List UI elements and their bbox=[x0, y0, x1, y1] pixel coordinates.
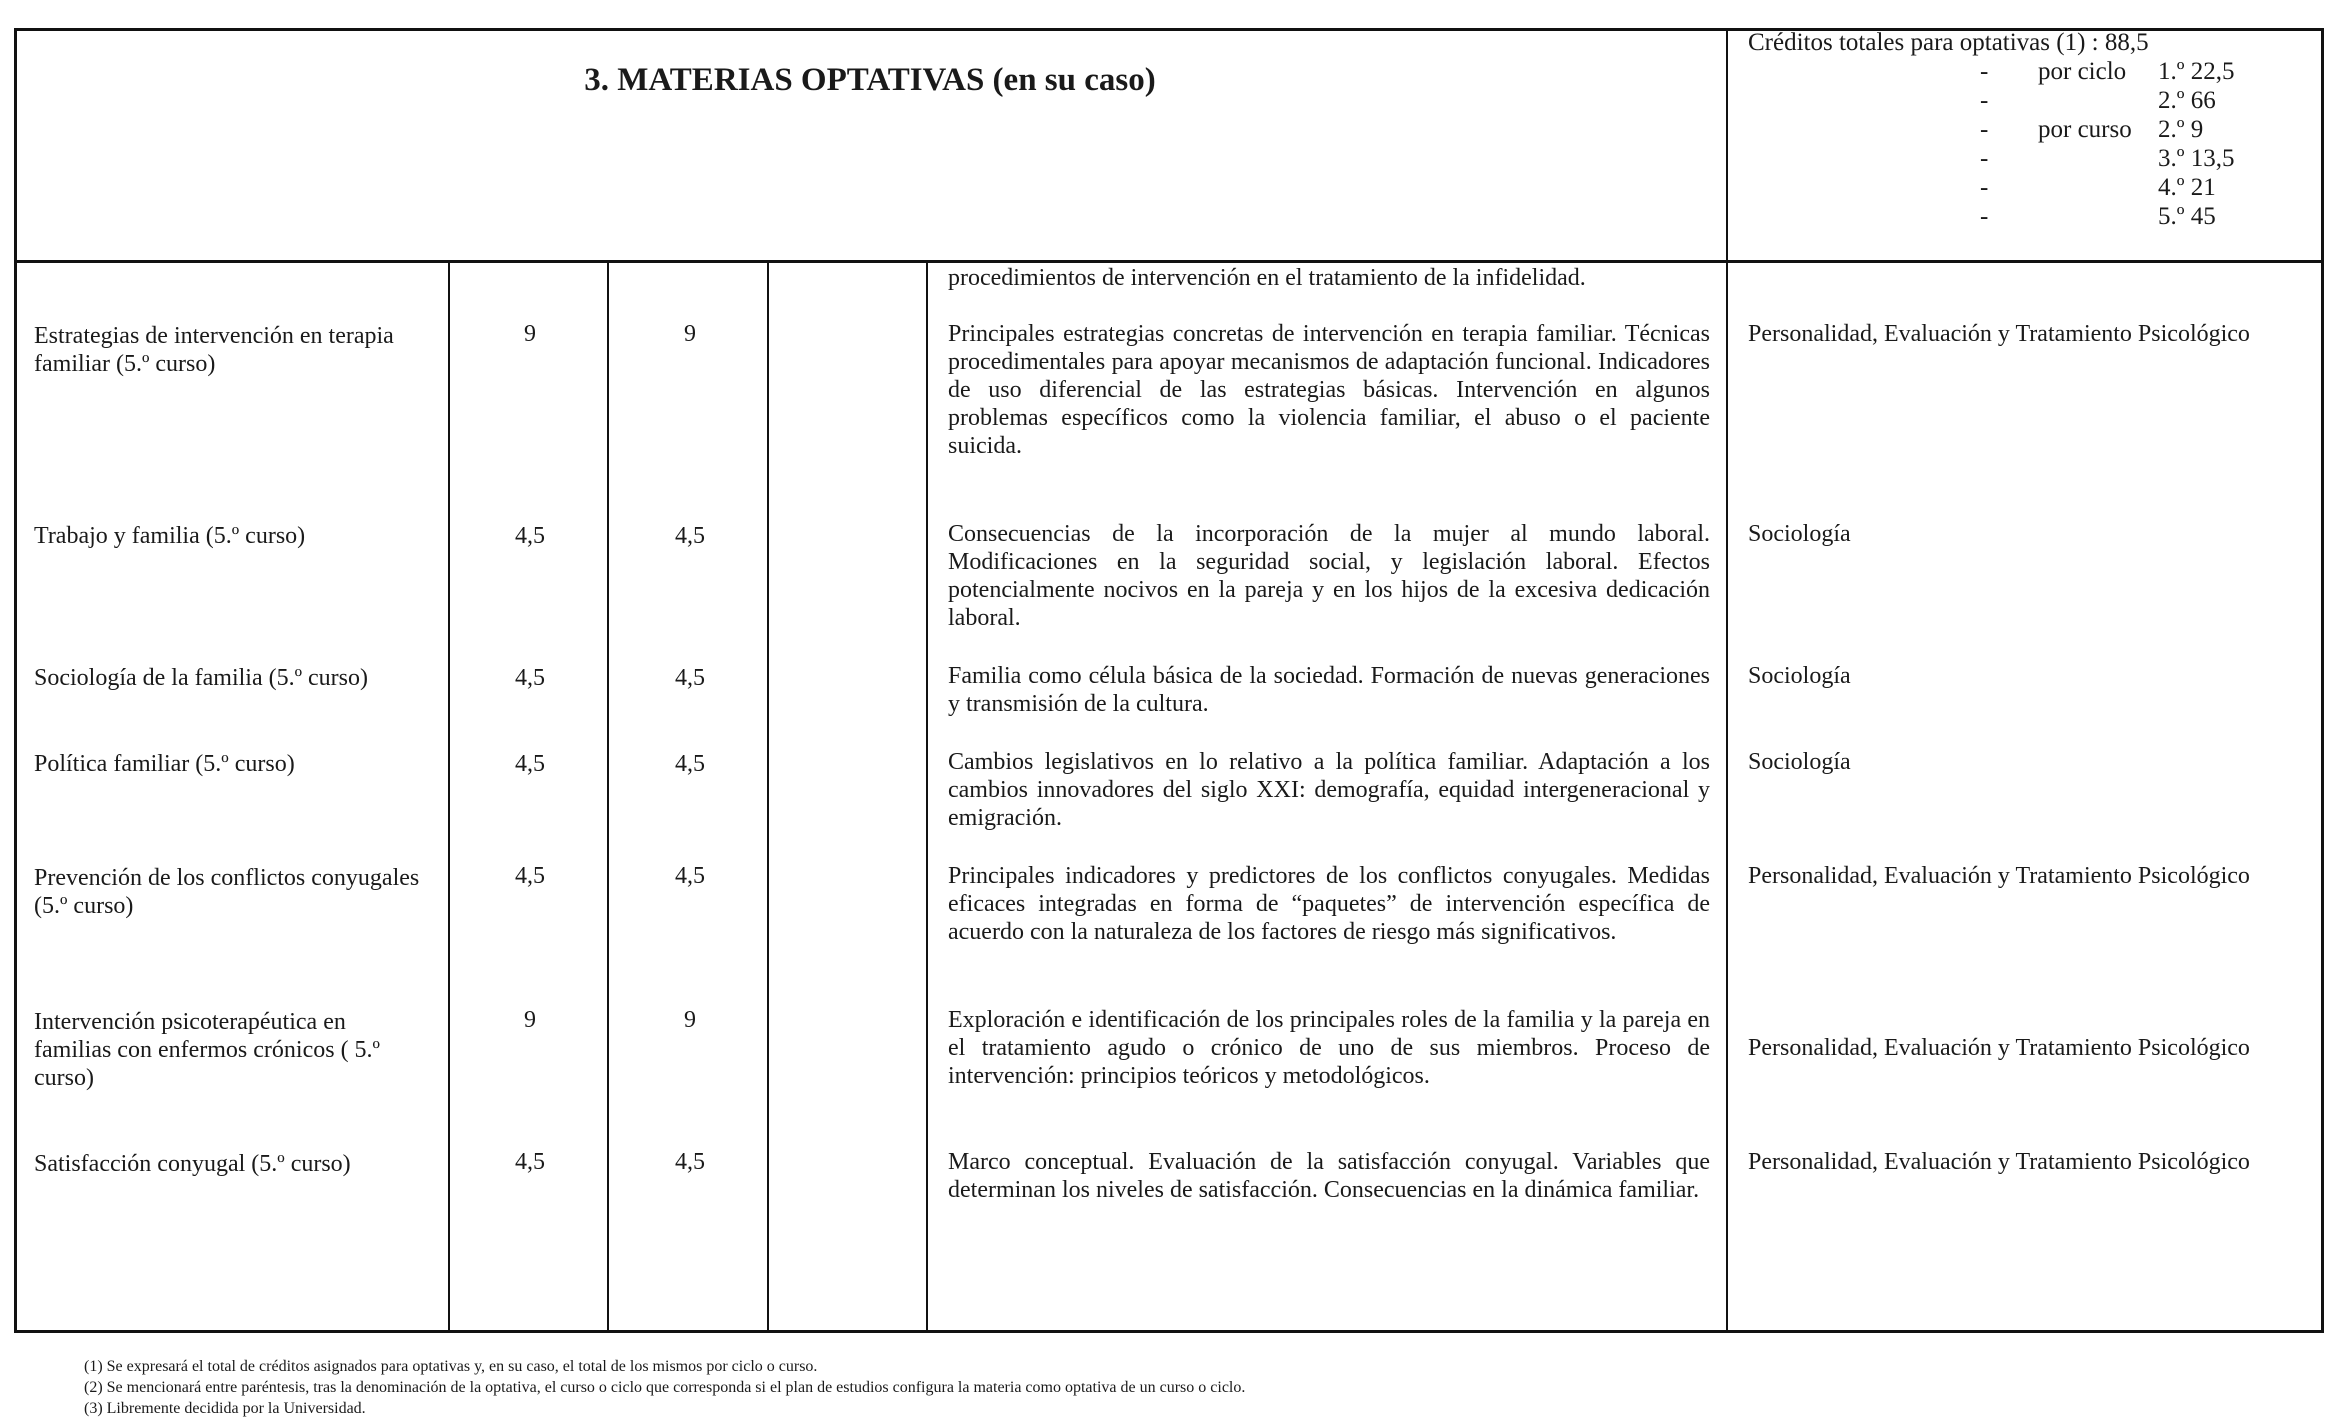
subject-description: Principales estrategias concretas de intervención en terapia familiar. Técnicas procedimentales para apoyar mecanismos de adaptación funcional. Indicadores de uso diferencial de las estrategias básicas. Intervención en algunos problemas específicos como la violencia familiar, el abuso o el paciente suicida. bbox=[948, 321, 1710, 459]
credits-theory: 9 bbox=[684, 1007, 696, 1033]
subject-description: Exploración e identificación de los principales roles de la familia y la pareja en el tratamiento agudo o crónico de uno de sus miembros. Proceso de intervención: principios teóricos y metodológicos. bbox=[948, 1007, 1710, 1089]
continuation-text: procedimientos de intervención en el tratamiento de la infidelidad. bbox=[948, 265, 1586, 291]
credits-total: 9 bbox=[524, 321, 536, 347]
credits-total: 4,5 bbox=[515, 1149, 545, 1175]
subject-name: Satisfacción conyugal (5.º curso) bbox=[34, 1151, 351, 1177]
credits-theory: 4,5 bbox=[675, 665, 705, 691]
subject-description: Cambios legislativos en lo relativo a la política familiar. Adaptación a los cambios innovadores del siglo XXI: demografía, equidad intergeneracional y emigración. bbox=[948, 749, 1710, 831]
credits-theory: 9 bbox=[684, 321, 696, 347]
credits-total: 4,5 bbox=[515, 665, 545, 691]
column-divider-area bbox=[1726, 28, 1728, 1333]
footnote-1: (1) Se expresará el total de créditos asignados para optativas y, en su caso, el total de los mismos por ciclo o curso. bbox=[84, 1358, 818, 1375]
subject-description: Marco conceptual. Evaluación de la satisfacción conyugal. Variables que determinan los niveles de satisfacción. Consecuencias en la dinámica familiar. bbox=[948, 1149, 1710, 1203]
credits-total: 4,5 bbox=[515, 863, 545, 889]
credits-total: 4,5 bbox=[515, 523, 545, 549]
subject-name: Política familiar (5.º curso) bbox=[34, 751, 295, 777]
subject-name: Trabajo y familia (5.º curso) bbox=[34, 523, 306, 549]
credits-row: - 4.º 21 bbox=[1980, 174, 2216, 201]
footnotes bbox=[84, 1356, 1245, 1419]
credits-total: 4,5 bbox=[515, 751, 545, 777]
credits-heading: Créditos totales para optativas (1) : 88,5 bbox=[1748, 29, 2149, 56]
knowledge-area: Sociología bbox=[1748, 663, 1851, 689]
credits-row: - 2.º 66 bbox=[1980, 87, 2216, 114]
knowledge-area: Sociología bbox=[1748, 521, 1851, 547]
credits-theory: 4,5 bbox=[675, 523, 705, 549]
column-divider-4 bbox=[926, 262, 928, 1333]
credits-theory: 4,5 bbox=[675, 863, 705, 889]
subject-description: Principales indicadores y predictores de los conflictos conyugales. Medidas eficaces integradas en forma de “paquetes” de intervención específica de acuerdo con la naturaleza de los factores de riesgo más significativos. bbox=[948, 863, 1710, 945]
knowledge-area: Sociología bbox=[1748, 749, 1851, 775]
credits-theory: 4,5 bbox=[675, 1149, 705, 1175]
subject-name: Estrategias de intervención en terapia familiar (5.º curso) bbox=[34, 323, 394, 377]
page-title: 3. MATERIAS OPTATIVAS (en su caso) bbox=[584, 62, 1156, 98]
knowledge-area: Personalidad, Evaluación y Tratamiento Psicológico bbox=[1748, 1149, 2250, 1175]
subject-name: Sociología de la familia (5.º curso) bbox=[34, 665, 369, 691]
subject-name: Prevención de los conflictos conyugales (5.º curso) bbox=[34, 865, 420, 919]
credits-row: - 5.º 45 bbox=[1980, 203, 2216, 230]
credits-summary bbox=[1748, 28, 2235, 231]
subject-description: Familia como célula básica de la sociedad. Formación de nuevas generaciones y transmisión de la cultura. bbox=[948, 663, 1710, 717]
knowledge-area: Personalidad, Evaluación y Tratamiento Psicológico bbox=[1748, 1035, 2250, 1061]
knowledge-area: Personalidad, Evaluación y Tratamiento Psicológico bbox=[1748, 863, 2250, 889]
credits-row: - por ciclo 1.º 22,5 bbox=[1980, 58, 2235, 85]
credits-theory: 4,5 bbox=[675, 751, 705, 777]
header-separator bbox=[14, 260, 2324, 263]
credits-total: 9 bbox=[524, 1007, 536, 1033]
footnote-3: (3) Libremente decidida por la Universidad. bbox=[84, 1400, 366, 1417]
credits-row: - 3.º 13,5 bbox=[1980, 145, 2235, 172]
subject-name: Intervención psicoterapéutica en familias con enfermos crónicos ( 5.º curso) bbox=[34, 1009, 380, 1091]
credits-row: - por curso 2.º 9 bbox=[1980, 116, 2204, 143]
footnote-2: (2) Se mencionará entre paréntesis, tras la denominación de la optativa, el curso o ciclo que corresponda si el plan de estudios configura la materia como optativa de un curso o ciclo. bbox=[84, 1379, 1246, 1396]
subject-description: Consecuencias de la incorporación de la mujer al mundo laboral. Modificaciones en la seguridad social, y legislación laboral. Efectos potencialmente nocivos en la pareja y en los hijos de la excesiva dedicación laboral. bbox=[948, 521, 1710, 631]
knowledge-area: Personalidad, Evaluación y Tratamiento Psicológico bbox=[1748, 321, 2250, 347]
